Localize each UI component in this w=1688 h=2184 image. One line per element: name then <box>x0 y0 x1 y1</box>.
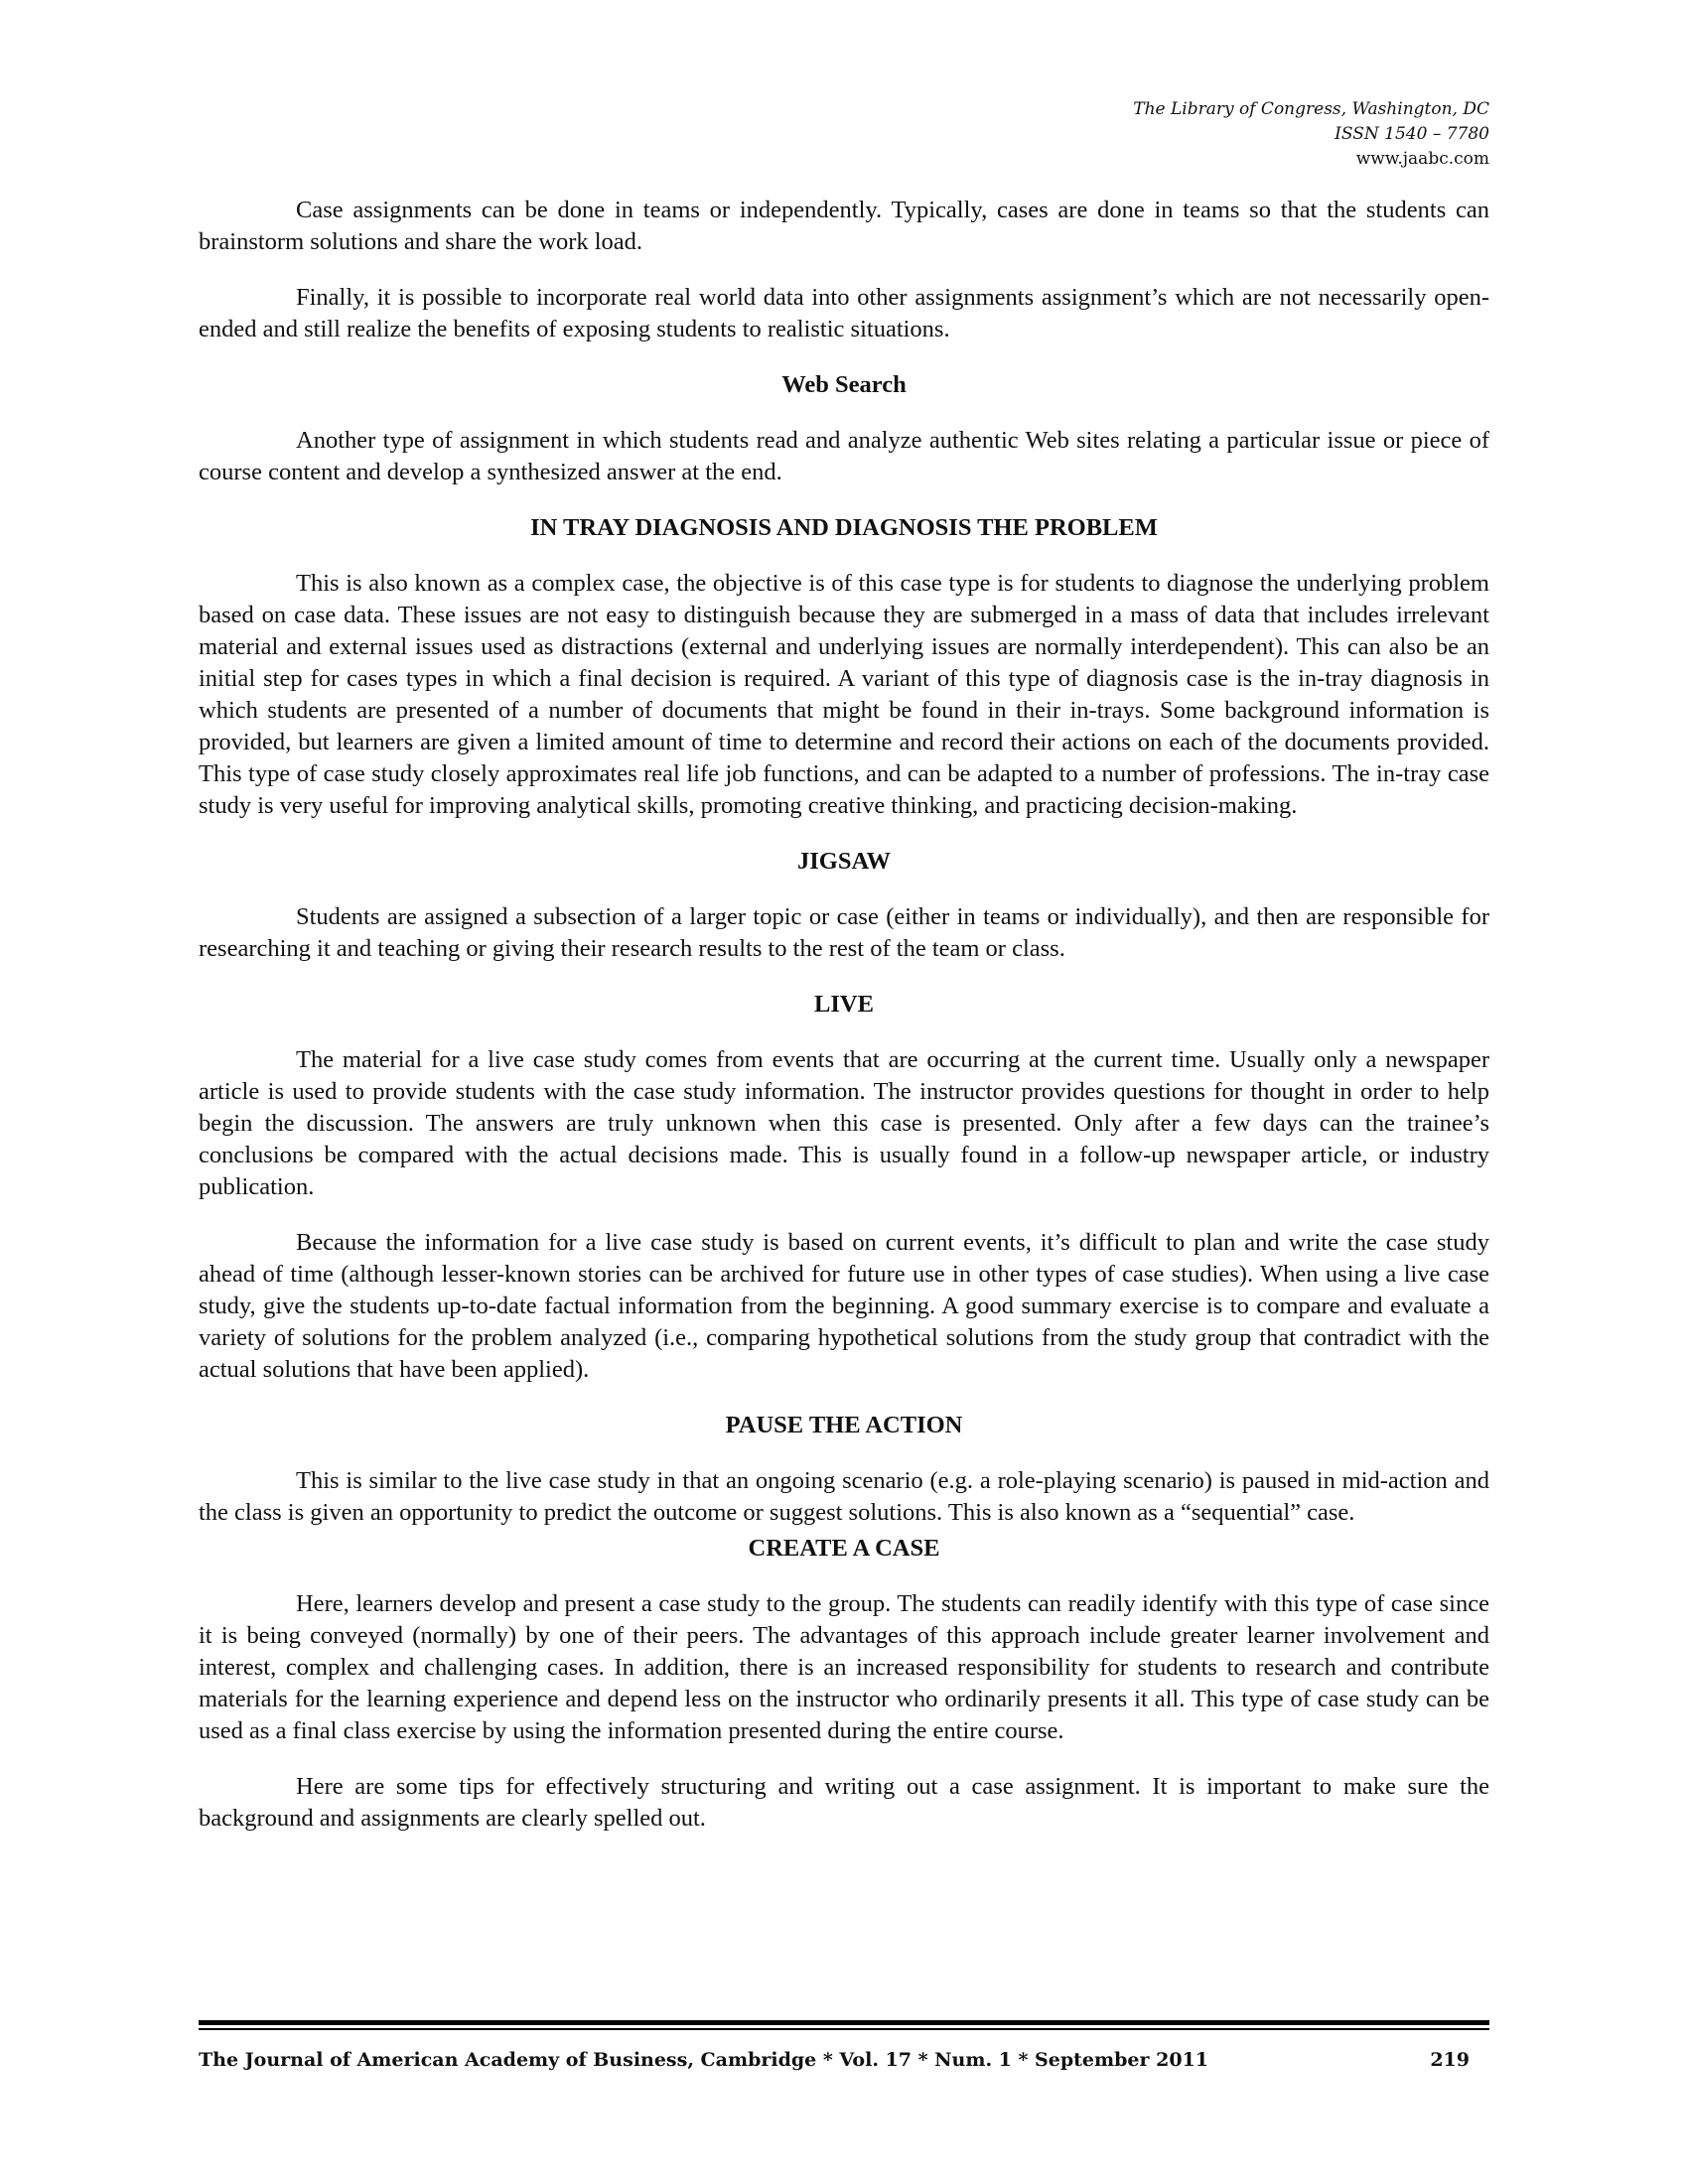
paragraph-team-assignments: Case assignments can be done in teams or independently. Typically, cases are done in teams so that the students can brainstorm solutions and share the work load. <box>199 197 1489 255</box>
paragraph-real-world-data: Finally, it is possible to incorporate real world data into other assignments assignment’s which are not necessarily open-ended and still realize the benefits of exposing students to realistic situations. <box>199 284 1489 342</box>
paragraph-jigsaw: Students are assigned a subsection of a larger topic or case (either in teams or individually), and then are responsible for researching it and teaching or giving their research results to the rest of the team or class. <box>199 903 1489 962</box>
header-website-line: www.jaabc.com <box>1355 149 1489 169</box>
paragraph-live-case: The material for a live case study comes from events that are occurring at the current time. Usually only a newspaper article is used to provide students with the case study information. The instructor provides questions for thought in order to help begin the discussion. The answers are truly unknown when this case is presented. Only after a few days can the trainee’s conclusions be compared with the actual decisions made. This is usually found in a follow-up newspaper article, or industry publication. <box>199 1046 1489 1200</box>
paragraph-in-tray-diagnosis: This is also known as a complex case, the objective is of this case type is for students to diagnose the underlying problem based on case data. These issues are not easy to distinguish because they are submerged in a mass of data that includes irrelevant material and external issues used as distractions (external and underlying issues are normally interdependent). This can also be an initial step for cases types in which a final decision is required. A variant of this type of diagnosis case is the in-tray diagnosis in which students are presented of a number of documents that might be found in their in-trays. Some background information is provided, but learners are given a limited amount of time to determine and record their actions on each of the documents provided. This type of case study closely approximates real life job functions, and can be adapted to a number of professions. The in-tray case study is very useful for improving analytical skills, promoting creative thinking, and practicing decision-making. <box>199 570 1489 819</box>
heading-pause-the-action: PAUSE THE ACTION <box>725 1412 963 1438</box>
heading-jigsaw: JIGSAW <box>797 848 891 875</box>
running-header <box>1133 97 1489 172</box>
footer-rule-thick <box>199 2020 1489 2025</box>
heading-live: LIVE <box>814 991 874 1018</box>
heading-web-search: Web Search <box>781 371 907 398</box>
header-library-line: The Library of Congress, Washington, DC <box>1133 99 1489 119</box>
paragraph-web-search: Another type of assignment in which students read and analyze authentic Web sites relating a particular issue or piece of course content and develop a synthesized answer at the end. <box>199 427 1489 485</box>
paragraph-create-a-case: Here, learners develop and present a case study to the group. The students can readily identify with this type of case since it is being conveyed (normally) by one of their peers. The advantages of this approach include greater learner involvement and interest, complex and challenging cases. In addition, there is an increased responsibility for students to research and contribute materials for the learning experience and depend less on the instructor who ordinarily presents it all. This type of case study can be used as a final class exercise by using the information presented during the entire course. <box>199 1590 1489 1744</box>
paragraph-case-tips: Here are some tips for effectively structuring and writing out a case assignment. It is important to make sure the background and assignments are clearly spelled out. <box>199 1773 1489 1832</box>
footer-journal-citation: The Journal of American Academy of Business, Cambridge * Vol. 17 * Num. 1 * September 2011 <box>199 2049 1209 2071</box>
header-issn-line: ISSN 1540 – 7780 <box>1335 124 1489 144</box>
article-body <box>199 195 1489 1858</box>
paragraph-pause-the-action: This is similar to the live case study in that an ongoing scenario (e.g. a role-playing scenario) is paused in mid-action and the class is given an opportunity to predict the outcome or suggest solutions. This is also known as a “sequential” case. <box>199 1467 1489 1526</box>
footer-rule-thin <box>199 2028 1489 2030</box>
page-number: 219 <box>1430 2049 1470 2071</box>
heading-in-tray-diagnosis: IN TRAY DIAGNOSIS AND DIAGNOSIS THE PROBLEM <box>530 514 1158 541</box>
paragraph-live-case-current-events: Because the information for a live case study is based on current events, it’s difficult to plan and write the case study ahead of time (although lesser-known stories can be archived for future use in other types of case studies). When using a live case study, give the students up-to-date factual information from the beginning. A good summary exercise is to compare and evaluate a variety of solutions for the problem analyzed (i.e., comparing hypothetical solutions from the study group that contradict with the actual solutions that have been applied). <box>199 1229 1489 1383</box>
heading-create-a-case: CREATE A CASE <box>748 1535 940 1562</box>
